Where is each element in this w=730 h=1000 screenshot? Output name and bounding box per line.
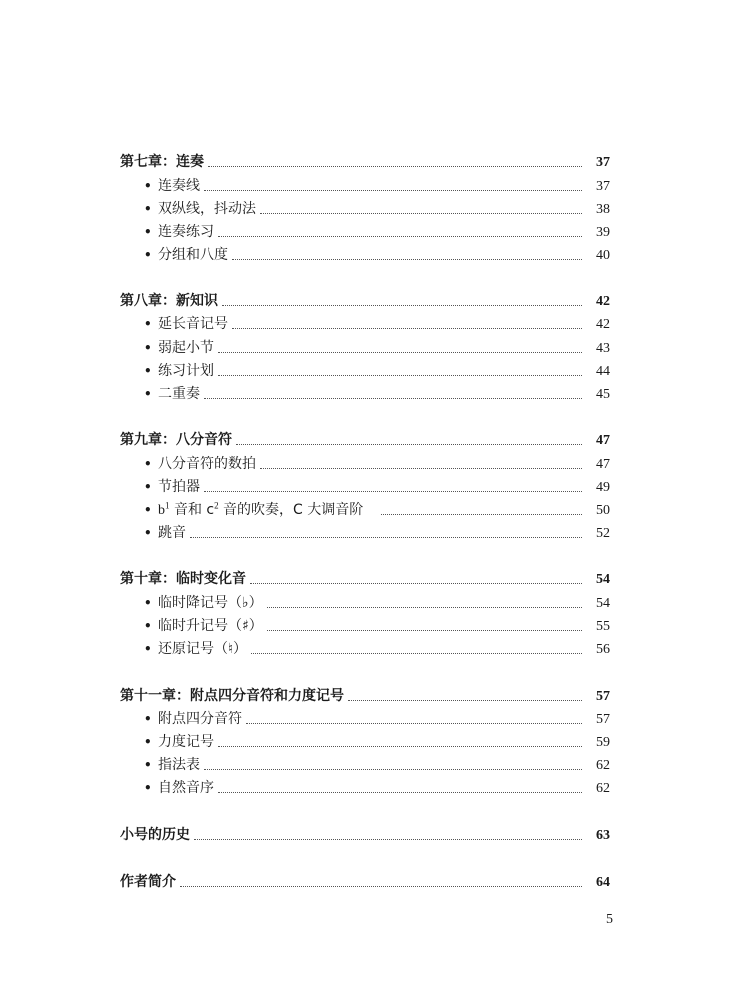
toc-page-number: 42 xyxy=(596,294,610,309)
note-letter: b xyxy=(158,503,165,518)
toc-title: 二重奏 xyxy=(158,386,200,402)
dot-leader xyxy=(194,827,582,840)
toc-entry[interactable] xyxy=(120,314,610,334)
bullet-icon: • xyxy=(144,596,152,610)
toc-chapter-history[interactable] xyxy=(120,825,610,845)
toc-title: 节拍器 xyxy=(158,479,200,495)
toc-entry[interactable] xyxy=(120,709,610,729)
title-text: 音的吹奏，C 大调音阶 xyxy=(218,502,364,518)
bullet-icon: • xyxy=(144,341,152,355)
toc-title: 第七章：连奏 xyxy=(120,154,204,170)
dot-leader xyxy=(180,874,582,887)
bullet-icon: • xyxy=(144,642,152,656)
toc-page-number: 62 xyxy=(596,758,610,773)
toc-page-number: 62 xyxy=(596,781,610,796)
dot-leader xyxy=(218,363,582,376)
dot-leader xyxy=(204,479,582,492)
toc-title: 临时升记号（♯） xyxy=(158,618,263,634)
toc-page-number: 49 xyxy=(596,480,610,495)
toc-title: 附点四分音符 xyxy=(158,711,242,727)
bullet-icon: • xyxy=(144,364,152,378)
page-number: 5 xyxy=(606,912,613,927)
toc-entry[interactable] xyxy=(120,593,610,613)
toc-title: 八分音符的数拍 xyxy=(158,456,256,472)
dot-leader xyxy=(218,224,582,237)
toc-entry[interactable] xyxy=(120,361,610,381)
toc-page-number: 55 xyxy=(596,619,610,634)
dot-leader xyxy=(267,618,582,631)
toc-entry[interactable] xyxy=(120,454,610,474)
toc-title: 小号的历史 xyxy=(120,827,190,843)
toc-page-number: 39 xyxy=(596,225,610,240)
toc-entry[interactable] xyxy=(120,245,610,265)
toc-title: 指法表 xyxy=(158,757,200,773)
bullet-icon: • xyxy=(144,781,152,795)
toc-title: 连奏练习 xyxy=(158,224,214,240)
dot-leader xyxy=(260,456,582,469)
dot-leader xyxy=(204,757,582,770)
toc-page-number: 52 xyxy=(596,526,610,541)
dot-leader xyxy=(218,780,582,793)
title-text: 音和 c xyxy=(169,502,215,518)
toc-page-number: 54 xyxy=(596,596,610,611)
toc-entry[interactable] xyxy=(120,732,610,752)
dot-leader xyxy=(222,293,582,306)
toc-entry[interactable] xyxy=(120,338,610,358)
dot-leader xyxy=(381,502,582,515)
toc-chapter-7[interactable] xyxy=(120,152,610,172)
toc-title: 双纵线，抖动法 xyxy=(158,201,256,217)
toc-page-number: 63 xyxy=(596,828,610,843)
octave-superscript: 2 xyxy=(214,500,219,511)
bullet-icon: • xyxy=(144,248,152,262)
toc-page-number: 38 xyxy=(596,202,610,217)
toc-entry[interactable] xyxy=(120,222,610,242)
toc-title: 还原记号（♮） xyxy=(158,641,248,657)
toc-page-number: 50 xyxy=(596,503,610,518)
toc-title xyxy=(158,500,363,521)
dot-leader xyxy=(208,154,582,167)
toc-entry[interactable] xyxy=(120,176,610,196)
toc-title: 第十一章：附点四分音符和力度记号 xyxy=(120,688,344,704)
dot-leader xyxy=(204,386,582,399)
dot-leader xyxy=(232,316,582,329)
bullet-icon: • xyxy=(144,317,152,331)
dot-leader xyxy=(260,201,582,214)
toc-page-number: 40 xyxy=(596,248,610,263)
bullet-icon: • xyxy=(144,457,152,471)
bullet-icon: • xyxy=(144,758,152,772)
toc-page-number: 57 xyxy=(596,689,610,704)
toc-page-number: 42 xyxy=(596,317,610,332)
dot-leader xyxy=(348,688,582,701)
dot-leader xyxy=(236,432,582,445)
toc-page-number: 57 xyxy=(596,712,610,727)
toc-entry[interactable] xyxy=(120,755,610,775)
bullet-icon: • xyxy=(144,202,152,216)
dot-leader xyxy=(190,525,582,538)
toc-title: 第九章：八分音符 xyxy=(120,432,232,448)
dot-leader xyxy=(246,711,582,724)
toc-page-number: 54 xyxy=(596,572,610,587)
toc-page-number: 47 xyxy=(596,457,610,472)
toc-entry[interactable] xyxy=(120,639,610,659)
bullet-icon: • xyxy=(144,480,152,494)
toc-title: 连奏线 xyxy=(158,178,200,194)
toc-title: 力度记号 xyxy=(158,734,214,750)
toc-chapter-11[interactable] xyxy=(120,686,610,706)
octave-superscript: 1 xyxy=(165,500,170,511)
bullet-icon: • xyxy=(144,225,152,239)
toc-chapter-10[interactable] xyxy=(120,569,610,589)
toc-title: 练习计划 xyxy=(158,363,214,379)
bullet-icon: • xyxy=(144,387,152,401)
toc-page-number: 43 xyxy=(596,341,610,356)
dot-leader xyxy=(267,595,582,608)
bullet-icon: • xyxy=(144,735,152,749)
toc-chapter-author[interactable] xyxy=(120,872,610,892)
toc-title: 跳音 xyxy=(158,525,186,541)
toc-title: 延长音记号 xyxy=(158,316,228,332)
toc-page-number: 56 xyxy=(596,642,610,657)
toc-entry[interactable] xyxy=(120,384,610,404)
dot-leader xyxy=(250,571,582,584)
bullet-icon: • xyxy=(144,179,152,193)
toc-page-number: 47 xyxy=(596,433,610,448)
bullet-icon: • xyxy=(144,526,152,540)
toc-title: 第八章：新知识 xyxy=(120,293,218,309)
toc-page-number: 64 xyxy=(596,875,610,890)
dot-leader xyxy=(251,641,582,654)
toc-chapter-9[interactable] xyxy=(120,430,610,450)
toc-page-number: 45 xyxy=(596,387,610,402)
toc-chapter-8[interactable] xyxy=(120,291,610,311)
bullet-icon: • xyxy=(144,619,152,633)
toc-entry[interactable] xyxy=(120,199,610,219)
toc-title: 临时降记号（♭） xyxy=(158,595,263,611)
toc-title: 弱起小节 xyxy=(158,340,214,356)
bullet-icon: • xyxy=(144,712,152,726)
toc-entry[interactable] xyxy=(120,523,610,543)
toc-title: 第十章：临时变化音 xyxy=(120,571,246,587)
toc-entry[interactable] xyxy=(120,778,610,798)
toc-page-number: 37 xyxy=(596,179,610,194)
dot-leader xyxy=(232,247,582,260)
toc-title: 作者简介 xyxy=(120,874,176,890)
toc-title: 自然音序 xyxy=(158,780,214,796)
toc-page-number: 37 xyxy=(596,155,610,170)
toc-entry[interactable] xyxy=(120,616,610,636)
dot-leader xyxy=(218,734,582,747)
toc-page-number: 59 xyxy=(596,735,610,750)
toc-page-number: 44 xyxy=(596,364,610,379)
toc-title: 分组和八度 xyxy=(158,247,228,263)
toc-entry[interactable] xyxy=(120,477,610,497)
dot-leader xyxy=(218,340,582,353)
dot-leader xyxy=(204,178,582,191)
bullet-icon: • xyxy=(144,503,152,517)
toc-entry[interactable] xyxy=(120,500,610,520)
